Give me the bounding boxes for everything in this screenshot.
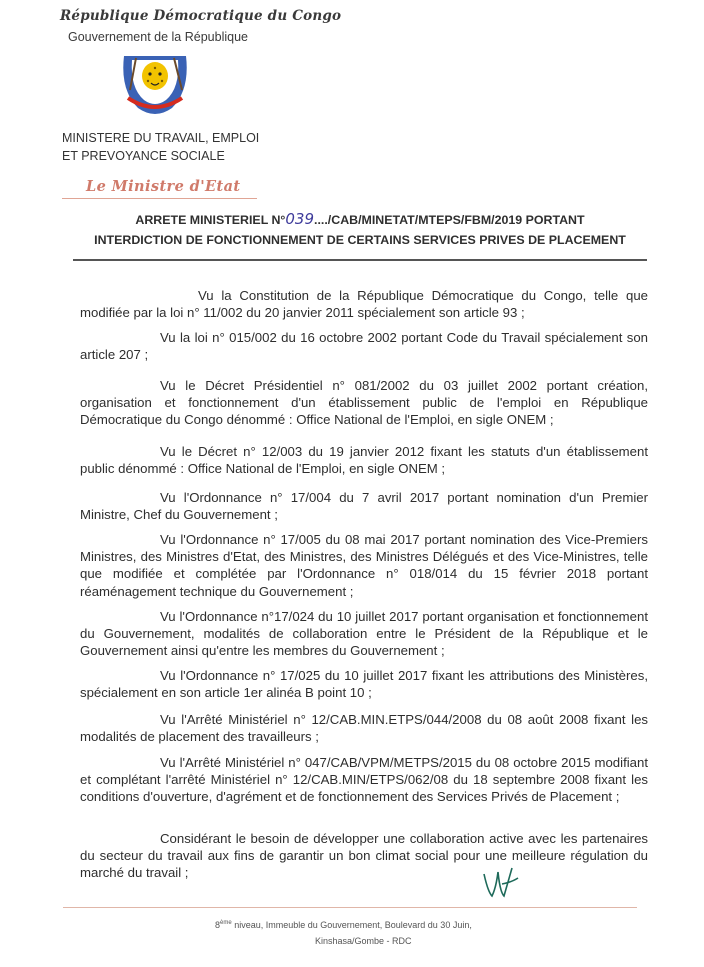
decree-title-line-2: INTERDICTION DE FONCTIONNEMENT DE CERTAINS SERVICES PRIVES DE PLACEMENT: [94, 233, 626, 247]
decree-title-line-1: [70, 209, 650, 230]
footer-level-sup: ème: [220, 920, 232, 926]
republic-heading: République Démocratique du Congo: [60, 8, 342, 24]
handwritten-number: 039: [285, 210, 315, 228]
paragraph-decret-081: Vu le Décret Présidentiel n° 081/2002 du 03 juillet 2002 portant création, organisation et fonctionnement d'un établissement public de l'emploi en République Démocratique du Congo dénommé : Office National de l'Emploi, en sigle ONEM ;: [80, 378, 648, 428]
paragraph-code-travail: Vu la loi n° 015/002 du 16 octobre 2002 portant Code du Travail spécialement son article 207 ;: [80, 330, 648, 363]
footer-level-number: 8: [215, 920, 221, 930]
ministry-line-1: MINISTERE DU TRAVAIL, EMPLOI: [62, 131, 260, 145]
government-heading: Gouvernement de la République: [68, 30, 248, 44]
title-divider: [73, 259, 647, 261]
footer-city: Kinshasa/Gombe - RDC: [315, 936, 412, 946]
paragraph-ordonnance-005: Vu l'Ordonnance n° 17/005 du 08 mai 2017 portant nomination des Vice-Premiers Ministres, des Ministres d'Etat, des Ministres, des Ministres Délégués et des Vice-Ministres, telle que modifiée et complétée par l'Ordonnance n° 018/014 du 15 février 2018 portant réaménagement technique du Gouvernement ;: [80, 532, 648, 599]
minister-underline: [62, 198, 257, 199]
paragraph-ordonnance-024: Vu l'Ordonnance n°17/024 du 10 juillet 2017 portant organisation et fonctionnement du Gouvernement, modalités de collaboration entre le Président de la République et le Gouvernement ainsi qu'entre les membres du Gouvernement ;: [80, 609, 648, 659]
paragraph-ordonnance-004: Vu l'Ordonnance n° 17/004 du 7 avril 2017 portant nomination d'un Premier Ministre, Chef du Gouvernement ;: [80, 490, 648, 523]
paragraph-constitution: Vu la Constitution de la République Démocratique du Congo, telle que modifiée par la loi n° 11/002 du 20 janvier 2011 spécialement son article 93 ;: [80, 288, 648, 321]
minister-heading: Le Ministre d'Etat: [86, 178, 241, 195]
paragraph-considerant: Considérant le besoin de développer une collaboration active avec les partenaires du secteur du travail aux fins de garantir un bon climat social pour une meilleure régulation du marché du travail ;: [80, 831, 648, 881]
footer-address-text: niveau, Immeuble du Gouvernement, Boulevard du 30 Juin,: [231, 920, 472, 930]
paragraph-ordonnance-025: Vu l'Ordonnance n° 17/025 du 10 juillet 2017 fixant les attributions des Ministères, spécialement en son article 1er alinéa B point 10 ;: [80, 668, 648, 701]
title-prefix: ARRETE MINISTERIEL N°: [135, 213, 286, 227]
footer-divider: [63, 907, 637, 908]
paragraph-arrete-044: Vu l'Arrêté Ministériel n° 12/CAB.MIN.ETPS/044/2008 du 08 août 2008 fixant les modalités de placement des travailleurs ;: [80, 712, 648, 745]
ministry-heading: [62, 129, 259, 165]
paragraph-decret-12: Vu le Décret n° 12/003 du 19 janvier 2012 fixant les statuts d'un établissement public dénommé : Office National de l'Emploi, en sigle ONEM ;: [80, 444, 648, 477]
paragraph-arrete-047: Vu l'Arrêté Ministériel n° 047/CAB/VPM/METPS/2015 du 08 octobre 2015 modifiant et complétant l'arrêté Ministériel n° 12/CAB.MIN/ETPS/062/08 du 18 septembre 2008 fixant les conditions d'ouverture, d'agrément et de fonctionnement des Services Privés de Placement ;: [80, 755, 648, 805]
footer-address: [215, 920, 472, 930]
decree-title: [70, 209, 650, 250]
title-suffix: ..../CAB/MINETAT/MTEPS/FBM/2019 PORTANT: [314, 213, 585, 227]
signature-initials-icon: [478, 862, 524, 906]
ministry-line-2: ET PREVOYANCE SOCIALE: [62, 149, 225, 163]
leopard-emblem-icon: [116, 50, 194, 120]
